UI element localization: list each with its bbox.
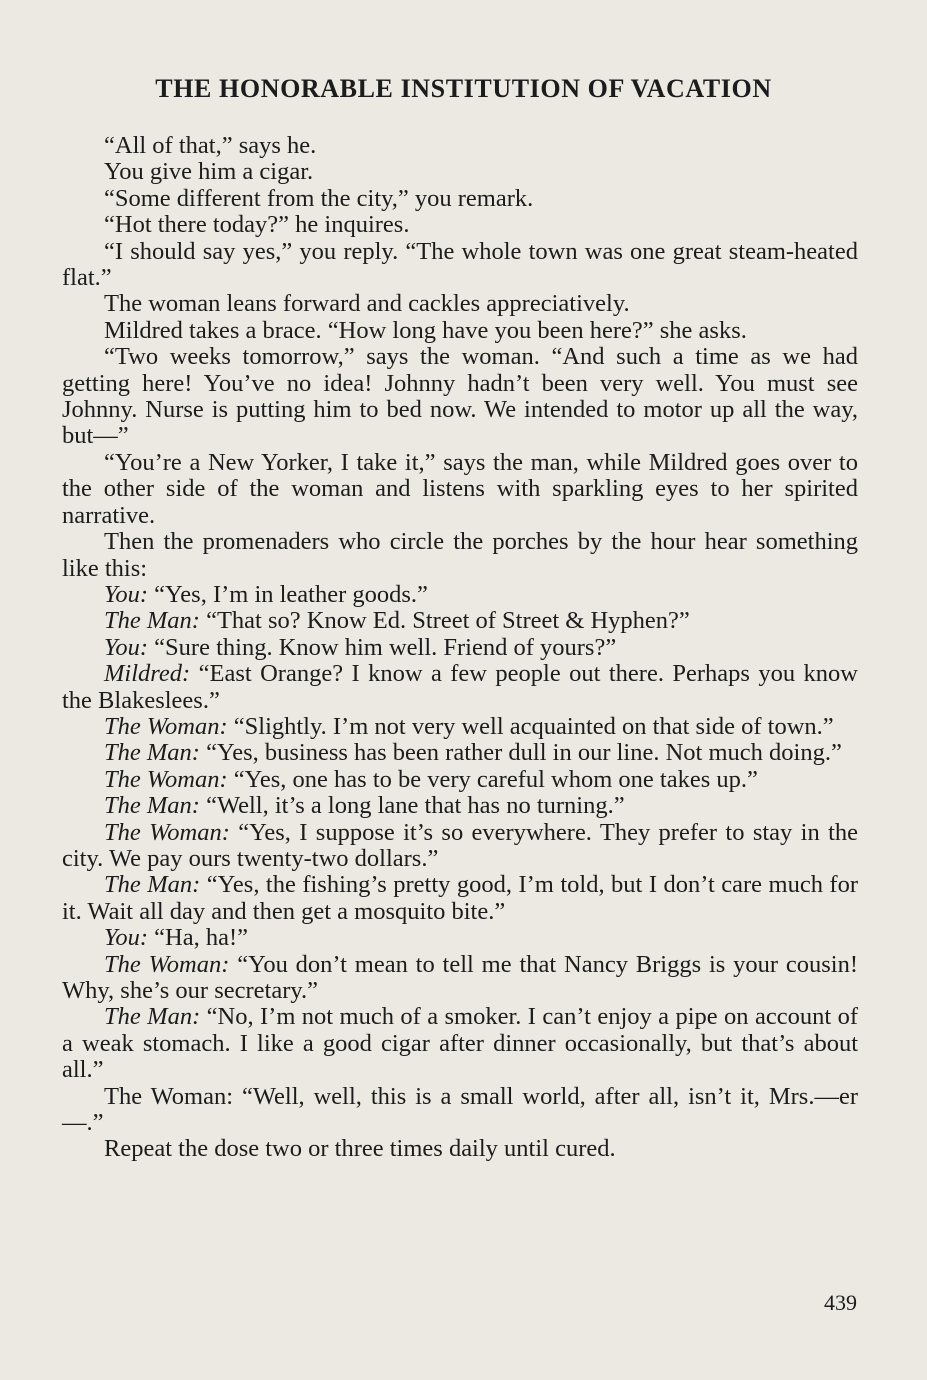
paragraph-text: “That so? Know Ed. Street of Street & Hyphen?” bbox=[206, 607, 690, 635]
paragraph bbox=[62, 186, 858, 212]
paragraph-text: “Two weeks tomorrow,” says the woman. “And such a time as we had getting here! You’ve no idea! Johnny hadn’t been very well. You must see Johnny. Nurse is putting him to bed now. We intended to motor up all the way, but—” bbox=[62, 343, 858, 450]
paragraph bbox=[62, 450, 858, 529]
paragraph bbox=[62, 1136, 858, 1162]
paragraph bbox=[62, 925, 858, 951]
speaker-label: The Man: bbox=[104, 871, 201, 899]
paragraph bbox=[62, 133, 858, 159]
paragraph-text: Mildred takes a brace. “How long have you been here?” she asks. bbox=[104, 316, 747, 344]
speaker-label: You: bbox=[104, 633, 149, 661]
paragraph-text: “You don’t mean to tell me that Nancy Briggs is your cousin! Why, she’s our secretary.” bbox=[62, 950, 859, 1004]
paragraph-text: “Hot there today?” he inquires. bbox=[104, 211, 410, 239]
paragraph bbox=[62, 767, 858, 793]
paragraph-text: “Some different from the city,” you remark. bbox=[104, 184, 534, 212]
paragraph-text: Then the promenaders who circle the porches by the hour hear something like this: bbox=[62, 528, 858, 582]
paragraph-text: “Ha, ha!” bbox=[154, 924, 249, 952]
paragraph bbox=[62, 529, 858, 582]
paragraph-text: “You’re a New Yorker, I take it,” says the man, while Mildred goes over to the other side of the woman and listens with sparkling eyes to her spirited narrative. bbox=[62, 448, 858, 529]
paragraph-text: “No, I’m not much of a smoker. I can’t enjoy a pipe on account of a weak stomach. I like a good cigar after dinner occasionally, but that’s about all.” bbox=[62, 1003, 858, 1084]
paragraph bbox=[62, 291, 858, 317]
paragraph bbox=[62, 344, 858, 450]
paragraph bbox=[62, 820, 858, 873]
paragraph-text: “Sure thing. Know him well. Friend of yours?” bbox=[154, 633, 617, 661]
paragraph bbox=[62, 661, 858, 714]
paragraph bbox=[62, 318, 858, 344]
running-header: THE HONORABLE INSTITUTION OF VACATION bbox=[155, 74, 772, 103]
paragraph-text: “East Orange? I know a few people out there. Perhaps you know the Blakeslees.” bbox=[62, 660, 859, 714]
speaker-label: The Woman: bbox=[104, 765, 228, 793]
paragraph-text: “Well, it’s a long lane that has no turning.” bbox=[206, 792, 625, 820]
paragraph bbox=[62, 159, 858, 185]
paragraph bbox=[62, 872, 858, 925]
speaker-label: The Woman: bbox=[104, 950, 230, 978]
paragraph-text: “Yes, business has been rather dull in our line. Not much doing.” bbox=[206, 739, 842, 767]
paragraph bbox=[62, 212, 858, 238]
paragraph-text: “I should say yes,” you reply. “The whole town was one great steam-heated flat.” bbox=[62, 237, 858, 292]
page-number: 439 bbox=[824, 1290, 857, 1315]
paragraph-text: The Woman: “Well, well, this is a small world, after all, isn’t it, Mrs.—er—.” bbox=[62, 1082, 858, 1137]
paragraph bbox=[62, 582, 858, 608]
paragraph-text: “All of that,” says he. bbox=[104, 132, 317, 159]
paragraph bbox=[62, 714, 858, 740]
paragraph-text: “Yes, I suppose it’s so everywhere. They prefer to stay in the city. We pay ours twenty-two dollars.” bbox=[62, 818, 858, 872]
speaker-label: The Man: bbox=[104, 792, 200, 820]
paragraph-text: “Slightly. I’m not very well acquainted on that side of town.” bbox=[233, 712, 834, 740]
speaker-label: Mildred: bbox=[104, 660, 191, 688]
paragraph bbox=[62, 1004, 858, 1083]
speaker-label: You: bbox=[104, 924, 149, 952]
paragraph-text: The woman leans forward and cackles appreciatively. bbox=[104, 290, 630, 318]
speaker-label: The Man: bbox=[104, 1003, 201, 1031]
paragraph bbox=[62, 952, 858, 1005]
paragraph bbox=[62, 635, 858, 661]
paragraph-text: “Yes, I’m in leather goods.” bbox=[154, 580, 428, 608]
speaker-label: The Man: bbox=[104, 739, 200, 767]
paragraph bbox=[62, 740, 858, 766]
paragraph-text: “Yes, one has to be very careful whom one takes up.” bbox=[233, 765, 758, 793]
paragraph bbox=[62, 793, 858, 819]
paragraph bbox=[62, 1084, 858, 1137]
body-text bbox=[62, 133, 858, 1163]
paragraph bbox=[62, 608, 858, 634]
speaker-label: The Woman: bbox=[104, 712, 228, 740]
speaker-label: The Woman: bbox=[104, 818, 230, 846]
paragraph-text: You give him a cigar. bbox=[104, 158, 314, 186]
paragraph-text: “Yes, the fishing’s pretty good, I’m told, but I don’t care much for it. Wait all day and then get a mosquito bite.” bbox=[62, 871, 858, 925]
speaker-label: You: bbox=[104, 580, 149, 608]
paragraph-text: Repeat the dose two or three times daily until cured. bbox=[104, 1135, 616, 1163]
paragraph bbox=[62, 239, 858, 292]
speaker-label: The Man: bbox=[104, 607, 200, 635]
